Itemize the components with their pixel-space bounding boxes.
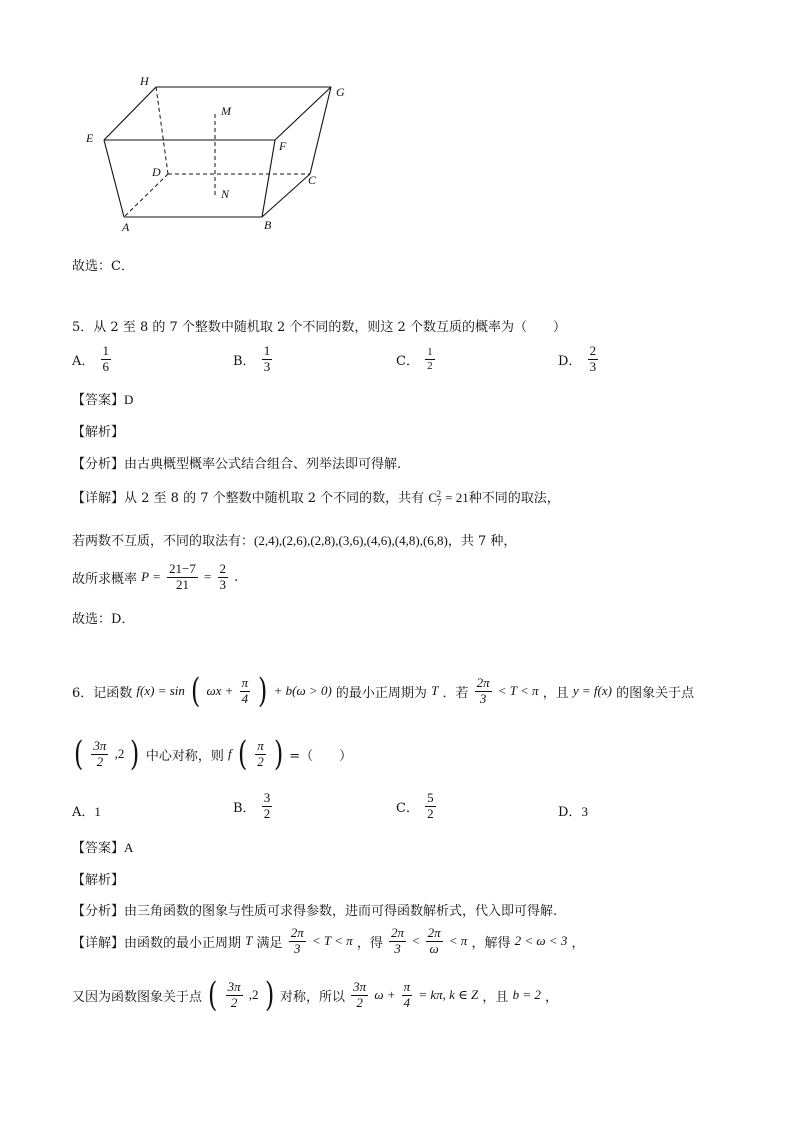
label-M: M xyxy=(221,104,231,118)
q5-option-b: B． $\frac{1}{3}$ xyxy=(233,343,271,374)
q5-analysis-tag: 【解析】 xyxy=(72,425,125,440)
q6-analysis-tag: 【解析】 xyxy=(72,873,125,888)
q6-detail-2: 又因为函数图象关于点 ( $\frac{3\pi}{2}$ ,2 ) 对称，所以 $\frac{3\pi}{2}$ ω + $\frac{\pi}{4}$ = kπ, k ∈ Z ，且 b = 2 ， xyxy=(72,975,558,1015)
q5-option-a: A． $\frac{1}{6}$ xyxy=(72,343,110,374)
label-D: D xyxy=(152,165,161,179)
q5-detail-1: 【详解】从 2 至 8 的 7 个整数中随机取 2 个不同的数，共有 $C_7^2 = 21$种不同的取法， xyxy=(72,488,560,508)
q5-choose: 故选：D． xyxy=(72,612,135,627)
q5-detail-3: 故所求概率 P = $\frac{21-7}{21}$ = $\frac{2}{3}$ . xyxy=(72,561,239,592)
label-G: G xyxy=(336,85,345,99)
label-F: F xyxy=(279,139,287,153)
q6-stem-line1: 6．记函数 f(x) = sin ( ωx + $\frac{\pi}{4}$ ) + b(ω > 0) 的最小正周期为 T ．若 $\frac{2\pi}{3}$ < T < π ，且 y = f(x) 的图象关于点 xyxy=(72,671,695,711)
label-A: A xyxy=(122,220,130,234)
q5-option-c: C． $\frac{1}{2}$ xyxy=(396,346,433,372)
q6-option-b: B． $\frac{3}{2}$ xyxy=(233,790,271,821)
q5-option-d: D． $\frac{2}{3}$ xyxy=(558,343,597,374)
q5-answer: 【答案】D xyxy=(72,392,134,408)
q6-option-d: D．3 xyxy=(558,804,588,820)
label-B: B xyxy=(264,218,272,232)
q5-fenxi: 【分析】由古典概型概率公式结合组合、列举法即可得解. xyxy=(72,457,402,472)
q6-answer: 【答案】A xyxy=(72,840,134,856)
q4-choose: 故选：C． xyxy=(72,259,134,274)
q5-stem: 5．从 2 至 8 的 7 个整数中随机取 2 个不同的数，则这 2 个数互质的概率为（ ） xyxy=(72,320,566,335)
prism-figure xyxy=(70,70,370,240)
label-N: N xyxy=(221,187,230,201)
q6-fenxi: 【分析】由三角函数的图象与性质可求得参数，进而可得函数解析式，代入即可得解. xyxy=(72,904,558,919)
q6-detail-1: 【详解】由函数的最小正周期 T 满足 $\frac{2\pi}{3}$ < T < π ，得 $\frac{2\pi}{3}$ < $\frac{2\pi}{\omega}$ < π ，解得 2 < ω < 3 ， xyxy=(72,925,585,956)
label-E: E xyxy=(86,131,94,145)
q6-stem-line2: ( $\frac{3\pi}{2}$ ,2 ) 中心对称，则 f ( $\frac{\pi}{2}$ ) =（ ） xyxy=(73,734,353,774)
q6-option-a: A．1 xyxy=(72,804,101,820)
q5-detail-2: 若两数不互质，不同的取法有：(2,4),(2,6),(2,8),(3,6),(4,6),(4,8),(6,8)，共 7 种， xyxy=(72,533,517,549)
label-H: H xyxy=(140,74,149,88)
label-C: C xyxy=(308,173,317,187)
q6-option-c: C． $\frac{5}{2}$ xyxy=(396,790,434,821)
